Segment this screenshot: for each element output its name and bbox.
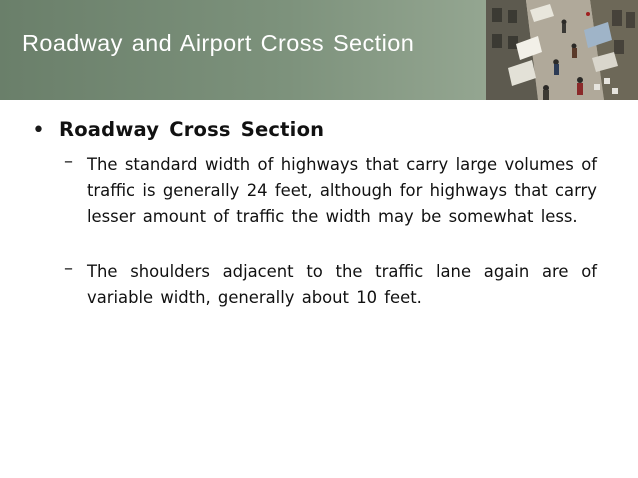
sub-bullet-marker: –: [64, 258, 73, 279]
sub-bullet-text: The standard width of highways that carry large volumes of traffic is generally 24 feet, although for highways that carry lesser amount of traffic the width may be somewhat less.: [87, 155, 597, 226]
street-scene-photo: [486, 0, 638, 100]
title-banner: [0, 0, 638, 100]
sub-bullet-marker: –: [64, 151, 73, 172]
sub-bullet-text: The shoulders adjacent to the traffic lane again are of variable width, generally about 10 feet.: [87, 262, 597, 307]
bullet-marker: •: [32, 118, 45, 143]
bullet-heading: Roadway Cross Section: [59, 118, 325, 141]
slide-title: Roadway and Airport Cross Section: [22, 30, 415, 56]
